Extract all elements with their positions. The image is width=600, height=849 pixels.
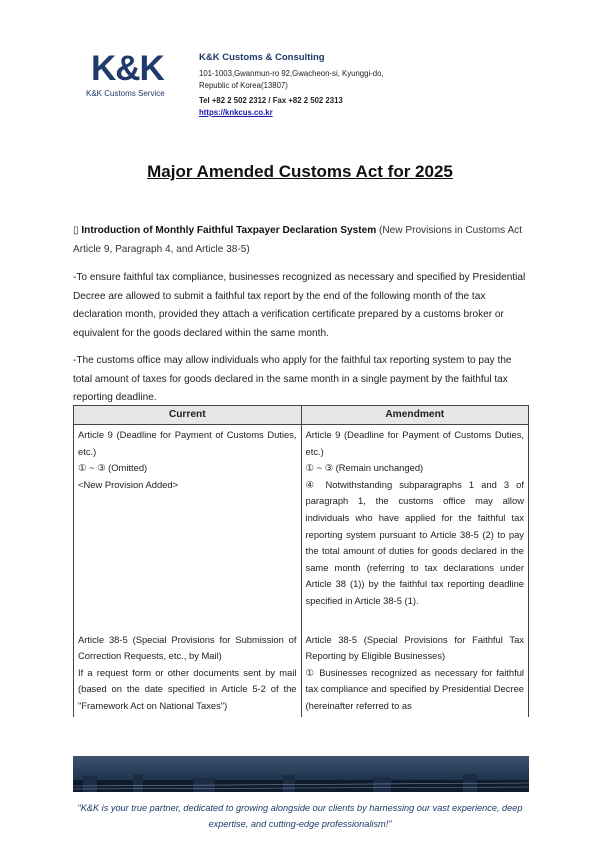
document-title: Major Amended Customs Act for 2025 (147, 162, 453, 181)
table-header-row (74, 406, 529, 425)
column-header-amendment: Amendment (301, 406, 529, 425)
amendment-cell (301, 630, 529, 717)
cell-line: ① Businesses recognized as necessary for faithful tax compliance and specified by Presidential Decree (hereinafter referred to as (305, 666, 524, 711)
current-cell (74, 425, 302, 630)
cell-line: ① ~ ③ (Omitted) (78, 462, 148, 474)
section-heading-text: Introduction of Monthly Faithful Taxpayer Declaration System (81, 225, 377, 236)
company-name: K&K Customs & Consulting (199, 52, 325, 63)
contact-numbers: Tel +82 2 502 2312 / Fax +82 2 502 2313 (199, 95, 343, 105)
cell-spacer (306, 610, 525, 628)
logo-mark: K&K (91, 49, 164, 88)
cell-line: Article 9 (Deadline for Payment of Customs Duties, etc.) (305, 429, 524, 457)
company-logo (86, 50, 186, 98)
cell-line: If a request form or other documents sent by mail (based on the date specified in Article 5-2 of the "Framework Act on National Taxes") (78, 666, 297, 711)
address-line-2: Republic of Korea(13807) (199, 81, 288, 90)
footer-tagline: "K&K is your true partner, dedicated to growing alongside our clients by harnessing our vast experience, deep expertise, and cutting-edge professionalism!" (77, 803, 523, 829)
website-link[interactable]: https://knkcus.co.kr (199, 108, 273, 117)
logo-subtitle: K&K Customs Service (86, 89, 165, 98)
section-heading (73, 222, 529, 259)
letterhead (86, 50, 526, 120)
document-body (73, 222, 529, 417)
cell-line: <New Provision Added> (78, 478, 179, 490)
column-header-current: Current (74, 406, 302, 425)
company-info (199, 52, 384, 120)
cell-line: ① ~ ③ (Remain unchanged) (305, 462, 424, 474)
table-row (74, 425, 529, 630)
cell-line: Article 9 (Deadline for Payment of Customs Duties, etc.) (78, 429, 297, 457)
section-heading-reference: (New Provisions in Customs Act Article 9, Paragraph 4, and Article 38-5) (73, 225, 523, 255)
cell-line: Article 38-5 (Special Provisions for Submission of Correction Requests, etc., by Mail) (78, 633, 297, 662)
comparison-table (73, 405, 529, 717)
address-line-1: 101-1003,Gwanmun-ro 92,Gwacheon-si, Kyunggi-do, (199, 68, 384, 78)
cell-line: Article 38-5 (Special Provisions for Faithful Tax Reporting by Eligible Businesses) (305, 633, 524, 662)
current-cell (74, 630, 302, 717)
cell-line: ④ Notwithstanding subparagraphs 1 and 3 of paragraph 1, the customs office may allow individuals who have applied for the faithful tax reporting system pursuant to Article 38-5 (2) to pay the total amount of duties for goods declared in the same month (referring to tax declarations under Article 38 (1)) by the faithful tax reporting deadline specified in Article 38-5 (1). (305, 478, 524, 606)
paragraph: -The customs office may allow individuals who apply for the faithful tax reporting system to pay the total amount of taxes for goods declared in the same month in a single payment by the faithful tax reporting deadline. (73, 355, 512, 403)
paragraph: -To ensure faithful tax compliance, businesses recognized as necessary and specified by Presidential Decree are allowed to submit a faithful tax report by the end of the following month of the tax declaration month, provided they attach a verification certificate prepared by a customs broker or equivalent for the goods declared within the same month. (73, 272, 526, 339)
section-bullet-icon: ▯ (73, 225, 79, 236)
city-skyline-icon (73, 772, 529, 792)
table-row (74, 630, 529, 717)
footer-city-banner (73, 756, 529, 792)
amendment-cell (301, 425, 529, 630)
